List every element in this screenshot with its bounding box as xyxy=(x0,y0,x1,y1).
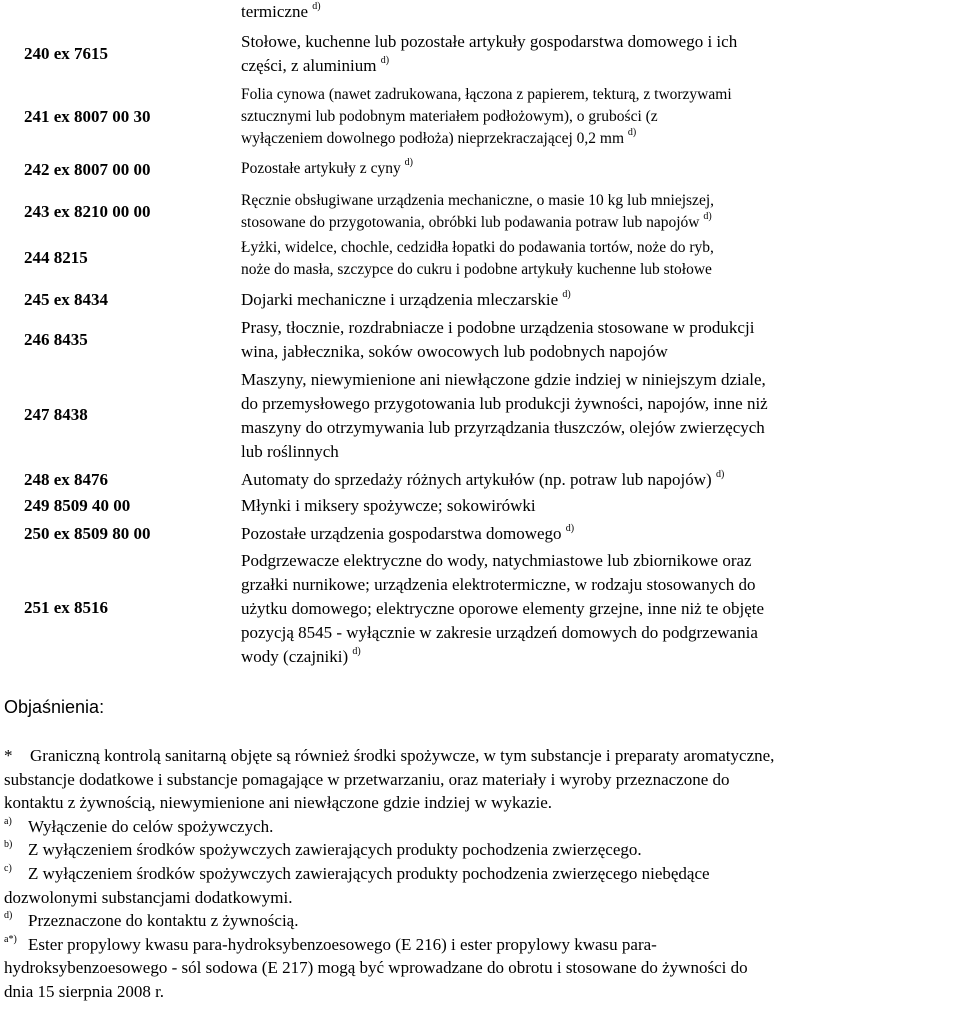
note-c: c) Z wyłączeniem środków spożywczych zawierających produkty pochodzenia zwierzęcego niebędące xyxy=(4,862,710,883)
row-line: Prasy, tłocznie, rozdrabniacze i podobne urządzenia stosowane w produkcji xyxy=(241,318,755,337)
row-code: 248 ex 8476 xyxy=(24,470,109,489)
footnote-ref: d) xyxy=(715,469,725,480)
row-line: części, z aluminium xyxy=(241,56,377,75)
footnote-ref: d) xyxy=(565,523,575,534)
row-description xyxy=(241,316,941,364)
note-a: a) Wyłączenie do celów spożywczych. xyxy=(4,815,274,836)
row-code: 244 8215 xyxy=(24,248,88,267)
row-description xyxy=(241,368,941,464)
footnote-ref: d) xyxy=(352,646,361,657)
row-description xyxy=(241,190,941,234)
row-code: 245 ex 8434 xyxy=(24,290,109,309)
row-code: 242 ex 8007 00 00 xyxy=(24,160,151,179)
row-description xyxy=(241,549,941,669)
row-code: 246 8435 xyxy=(24,330,88,349)
note-d: d) Przeznaczone do kontaktu z żywnością. xyxy=(4,910,299,931)
note-text: dnia 15 sierpnia 2008 r. xyxy=(4,981,165,1001)
row-line: wina, jabłecznika, soków owocowych lub podobnych napojów xyxy=(241,342,668,361)
note-b: b) Z wyłączeniem środków spożywczych zawierających produkty pochodzenia zwierzęcego. xyxy=(4,839,642,860)
row-line: maszyny do otrzymywania lub przyrządzania tłuszczów, olejów zwierzęcych xyxy=(241,418,765,437)
row-line: wyłączeniem dowolnego podłoża) nieprzekraczającej 0,2 mm xyxy=(241,130,625,147)
row-line: stosowane do przygotowania, obróbki lub podawania potraw lub napojów xyxy=(241,214,700,231)
row-description xyxy=(241,522,941,546)
note-text: dozwolonymi substancjami dodatkowymi. xyxy=(4,887,293,907)
footnote-ref: d) xyxy=(627,127,637,138)
footnote-ref: d) xyxy=(312,1,321,12)
note-text: kontaktu z żywnością, niewymienione ani niewłączone gdzie indziej w wykazie. xyxy=(4,793,553,813)
note-text: Przeznaczone do kontaktu z żywnością. xyxy=(28,911,299,931)
row-description xyxy=(241,30,941,78)
row-description xyxy=(241,288,941,312)
row-code: 251 ex 8516 xyxy=(24,598,109,617)
note-text: Z wyłączeniem środków spożywczych zawierających produkty pochodzenia zwierzęcego niebędące xyxy=(28,863,710,883)
footnote-ref: d) xyxy=(380,55,390,66)
note-star xyxy=(4,744,956,768)
row-line: Pozostałe urządzenia gospodarstwa domowego xyxy=(241,524,562,543)
row-description xyxy=(241,84,941,150)
notes-heading: Objaśnienia: xyxy=(4,697,105,717)
notes-list xyxy=(4,744,956,1004)
note-text: Ester propylowy kwasu para-hydroksybenzoesowego (E 216) i ester propylowy kwasu para- xyxy=(28,934,657,954)
row-description xyxy=(241,0,941,24)
row-line: termiczne xyxy=(241,2,309,21)
row-line: Łyżki, widelce, chochle, cedzidła łopatki do podawania tortów, noże do ryb, xyxy=(241,239,714,256)
row-line: użytku domowego; elektryczne oporowe elementy grzejne, inne niż te objęte xyxy=(241,599,765,618)
footnote-ref: d) xyxy=(562,289,571,300)
footnote-ref: d) xyxy=(404,157,413,168)
row-description xyxy=(241,158,941,180)
row-line: Ręcznie obsługiwane urządzenia mechaniczne, o masie 10 kg lub mniejszej, xyxy=(241,192,714,209)
row-line: Folia cynowa (nawet zadrukowana, łączona z papierem, tekturą, z tworzywami xyxy=(241,86,732,103)
row-line: grzałki nurnikowe; urządzenia elektrotermiczne, w rodzaju stosowanych do xyxy=(241,575,756,594)
note-text: Z wyłączeniem środków spożywczych zawierających produkty pochodzenia zwierzęcego. xyxy=(28,840,642,860)
row-line: wody (czajniki) xyxy=(241,647,349,666)
row-line: Maszyny, niewymienione ani niewłączone gdzie indziej w niniejszym dziale, xyxy=(241,370,766,389)
note-text: hydroksybenzoesowego - sól sodowa (E 217) mogą być wprowadzane do obrotu i stosowane do żywności do xyxy=(4,958,748,978)
row-code: 243 ex 8210 00 00 xyxy=(24,202,151,221)
row-code: 250 ex 8509 80 00 xyxy=(24,524,151,543)
row-line: Młynki i miksery spożywcze; sokowirówki xyxy=(241,496,536,515)
row-line: lub roślinnych xyxy=(241,442,339,461)
row-description xyxy=(241,468,941,492)
row-line: Pozostałe artykuły z cyny xyxy=(241,160,401,177)
row-line: Dojarki mechaniczne i urządzenia mleczarskie xyxy=(241,290,559,309)
row-code: 240 ex 7615 xyxy=(24,44,109,63)
note-text: substancje dodatkowe i substancje pomagające w przetwarzaniu, oraz materiały i wyroby przeznaczone do xyxy=(4,769,730,789)
row-code: 247 8438 xyxy=(24,405,88,424)
row-description xyxy=(241,494,941,518)
note-text: Graniczną kontrolą sanitarną objęte są również środki spożywcze, w tym substancje i preparaty aromatyczne, xyxy=(30,746,775,765)
note-mark: * xyxy=(4,746,13,765)
row-line: pozycją 8545 - wyłącznie w zakresie urządzeń domowych do podgrzewania xyxy=(241,623,758,642)
row-line: do przemysłowego przygotowania lub produkcji żywności, napojów, inne niż xyxy=(241,394,768,413)
row-line: Podgrzewacze elektryczne do wody, natychmiastowe lub zbiornikowe oraz xyxy=(241,551,752,570)
row-line: sztucznymi lub podobnym materiałem podłożowym), o grubości (z xyxy=(241,108,658,125)
row-code: 249 8509 40 00 xyxy=(24,496,131,515)
footnote-ref: d) xyxy=(703,211,712,222)
note-text: Wyłączenie do celów spożywczych. xyxy=(28,816,274,836)
row-line: Stołowe, kuchenne lub pozostałe artykuły gospodarstwa domowego i ich xyxy=(241,32,738,51)
row-line: Automaty do sprzedaży różnych artykułów (np. potraw lub napojów) xyxy=(241,470,712,489)
note-astar: a*) Ester propylowy kwasu para-hydroksybenzoesowego (E 216) i ester propylowy kwasu para- xyxy=(4,933,657,954)
row-code: 241 ex 8007 00 30 xyxy=(24,107,151,126)
row-line: noże do masła, szczypce do cukru i podobne artykuły kuchenne lub stołowe xyxy=(241,261,712,278)
row-description xyxy=(241,237,941,281)
